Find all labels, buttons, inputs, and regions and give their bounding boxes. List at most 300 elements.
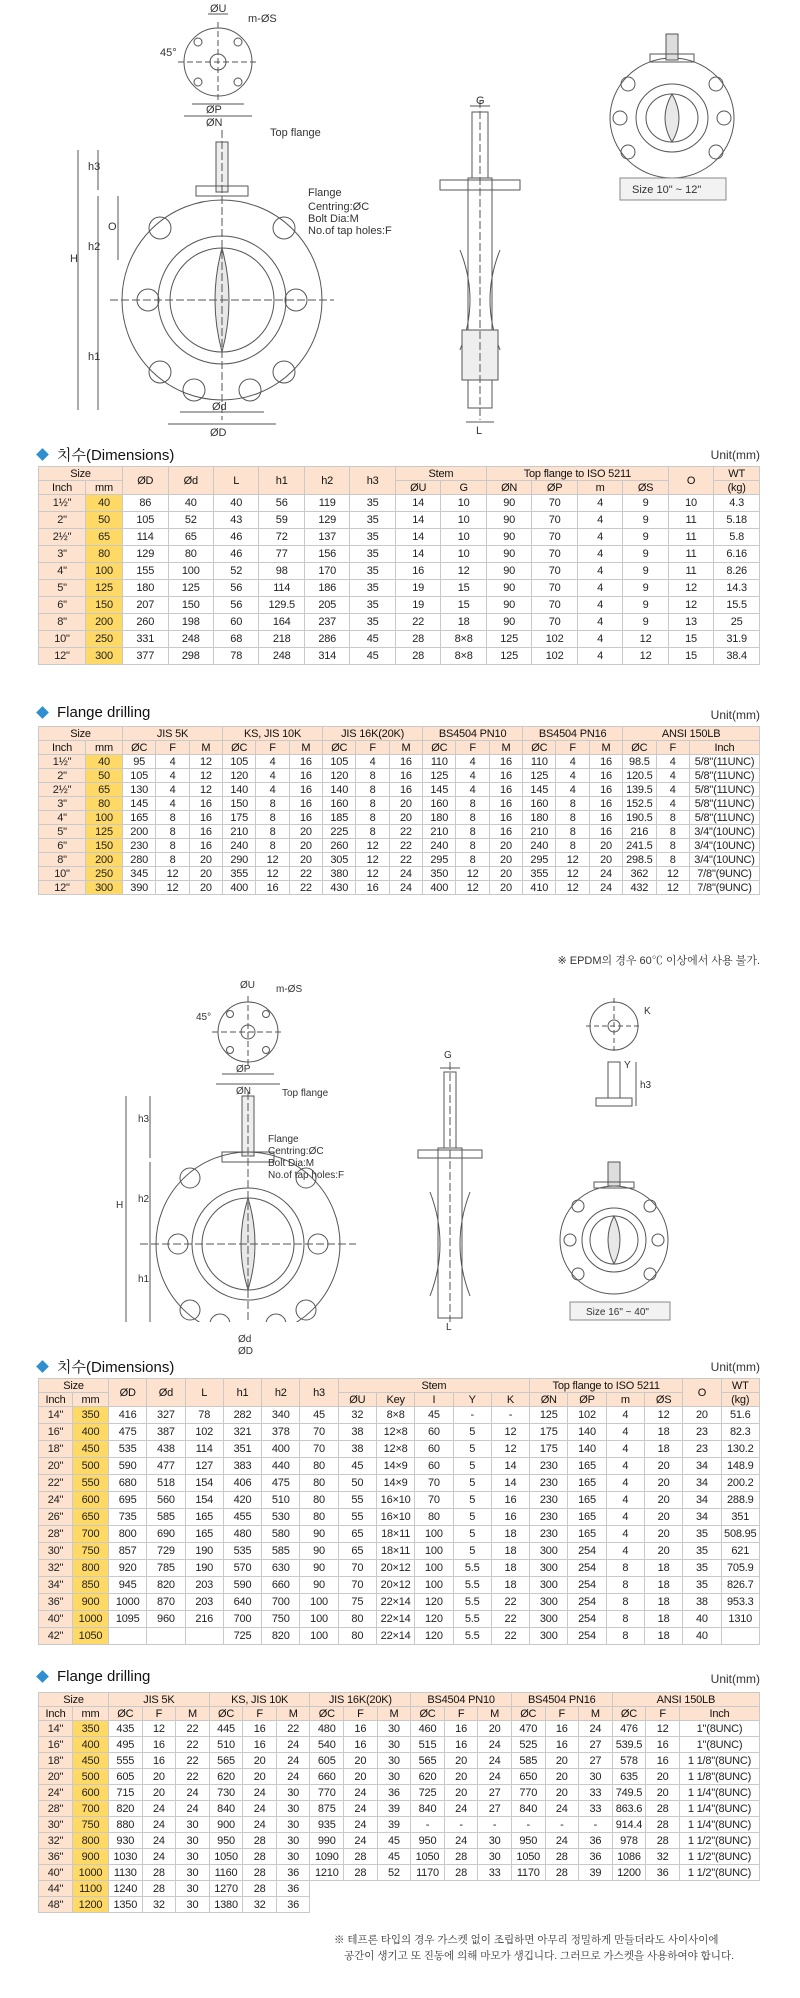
section-title: 치수(Dimensions) [38, 444, 174, 465]
column-subheader: Inch [39, 1707, 73, 1721]
table-cell: 570 [223, 1560, 261, 1577]
table-cell: 22 [276, 1721, 310, 1737]
dimensions-header-2 [38, 1356, 760, 1376]
table-cell: 18 [644, 1594, 682, 1611]
table-cell: 3/4"(10UNC) [689, 853, 759, 867]
table-cell: 125 [168, 580, 213, 597]
table-cell: 1200 [612, 1865, 646, 1881]
column-subheader: M [589, 741, 622, 755]
table-cell: 45 [377, 1849, 411, 1865]
table-cell: 52 [213, 563, 258, 580]
table-cell: 110 [523, 755, 556, 769]
table-cell: 6" [39, 839, 86, 853]
table-cell: 98.5 [623, 755, 656, 769]
table-cell: 5 [453, 1543, 491, 1560]
table-cell: 5 [453, 1475, 491, 1492]
table-cell: 450 [73, 1753, 109, 1769]
table-cell: 12 [656, 881, 689, 895]
col-h2: h2 [262, 1379, 300, 1407]
table-cell: 900 [73, 1849, 109, 1865]
table-cell: 100 [300, 1628, 338, 1645]
table-cell: 34 [683, 1475, 721, 1492]
table-row [39, 597, 760, 614]
table-cell: 19 [395, 597, 440, 614]
col-l: L [185, 1379, 223, 1407]
table-cell: 22 [176, 1737, 210, 1753]
table-cell: 800 [73, 1833, 109, 1849]
table-cell: 12 [189, 755, 222, 769]
table-cell: 165 [185, 1509, 223, 1526]
table-cell: 36 [276, 1881, 310, 1897]
table-cell: 24 [579, 1721, 613, 1737]
table-cell: 260 [123, 614, 168, 631]
table-cell: 282 [223, 1407, 261, 1424]
column-subheader: Inch [679, 1707, 759, 1721]
table-cell: 660 [310, 1769, 344, 1785]
column-subheader: ØC [411, 1707, 445, 1721]
column-subheader: F [646, 1707, 680, 1721]
table-cell: 55 [338, 1509, 376, 1526]
table-cell: 9 [623, 580, 668, 597]
table-cell: 20 [545, 1753, 579, 1769]
table-cell: 621 [721, 1543, 759, 1560]
table-cell: 203 [185, 1594, 223, 1611]
column-subheader: M [189, 741, 222, 755]
table-cell: 80 [300, 1509, 338, 1526]
table-cell: 78 [213, 648, 258, 665]
table-cell: 60 [415, 1458, 453, 1475]
column-subheader: ØC [523, 741, 556, 755]
table-cell: 27 [478, 1785, 512, 1801]
table-cell: 24 [589, 867, 622, 881]
table-cell: 102 [568, 1407, 606, 1424]
table-cell: 22 [389, 839, 422, 853]
table-cell: 180 [123, 580, 168, 597]
table-cell: 165 [185, 1526, 223, 1543]
table-cell: 4 [256, 783, 289, 797]
table-cell: 12 [256, 867, 289, 881]
table-cell: 5/8"(11UNC) [689, 811, 759, 825]
table-cell: 78 [185, 1407, 223, 1424]
table-cell: 175 [530, 1424, 568, 1441]
table-cell: 700 [262, 1594, 300, 1611]
table-cell: 22×14 [376, 1594, 414, 1611]
table-cell: 23 [683, 1424, 721, 1441]
table-cell: 18 [644, 1441, 682, 1458]
table-cell: 139.5 [623, 783, 656, 797]
table-cell: 10 [668, 495, 713, 512]
label-dd-mid: ØD [238, 1346, 253, 1357]
table-cell: 165 [568, 1526, 606, 1543]
table-cell: 20 [683, 1407, 721, 1424]
table-cell: 50 [86, 769, 123, 783]
table-cell: 288.9 [721, 1492, 759, 1509]
col-pn16: BS4504 PN16 [523, 727, 623, 741]
table-cell: 750 [73, 1543, 109, 1560]
table-cell: 20 [142, 1785, 176, 1801]
table-cell: 24 [142, 1849, 176, 1865]
col-od: ØD [109, 1379, 147, 1407]
table-cell: 12 [644, 1407, 682, 1424]
table-cell: 4 [606, 1492, 644, 1509]
table-cell: 16 [489, 797, 522, 811]
table-cell: 5.5 [453, 1594, 491, 1611]
table-cell: 12" [39, 648, 86, 665]
label-dd: ØD [210, 427, 227, 439]
table-cell: 45 [350, 631, 395, 648]
table-cell: 406 [223, 1475, 261, 1492]
table-row [39, 546, 760, 563]
table-cell: 12 [189, 769, 222, 783]
label-h3-side: h3 [640, 1080, 652, 1091]
table-cell: 300 [86, 881, 123, 895]
table-cell: 18 [441, 614, 486, 631]
label-ms: m-ØS [248, 13, 277, 25]
table-cell: 30 [579, 1769, 613, 1785]
table-cell: 620 [411, 1769, 445, 1785]
table-cell: 34" [39, 1577, 73, 1594]
table-cell: 4 [606, 1407, 644, 1424]
label-h3: h3 [138, 1114, 150, 1125]
col-d: Ød [168, 467, 213, 495]
label-h1: h1 [88, 351, 101, 363]
table-cell: 70 [532, 512, 577, 529]
col-jis5k: JIS 5K [109, 1693, 210, 1707]
label-tap-holes: No.of tap holes:F [308, 225, 392, 237]
table-row [39, 529, 760, 546]
table-cell: 16 [489, 783, 522, 797]
table-cell: 207 [123, 597, 168, 614]
table-row [39, 1458, 760, 1475]
table-row [39, 1753, 760, 1769]
table-cell: 400 [423, 881, 456, 895]
col-h1: h1 [259, 467, 304, 495]
table-cell: 4 [456, 755, 489, 769]
table-cell: 12 [189, 783, 222, 797]
table-cell: 46 [213, 546, 258, 563]
col-h1: h1 [223, 1379, 261, 1407]
table-cell: 254 [568, 1543, 606, 1560]
table-cell: 30 [377, 1769, 411, 1785]
table-row [39, 1881, 760, 1897]
table-cell: 160 [523, 797, 556, 811]
table-row [39, 797, 760, 811]
table-cell: 48" [39, 1897, 73, 1913]
table-cell: 16 [545, 1737, 579, 1753]
table-cell: 20 [644, 1526, 682, 1543]
table-cell: 8 [256, 811, 289, 825]
table-cell: 880 [109, 1817, 143, 1833]
col-jis10k: KS, JIS 10K [223, 727, 323, 741]
table-cell: 70 [532, 529, 577, 546]
table-cell: 32 [243, 1897, 277, 1913]
table-cell: 18 [644, 1577, 682, 1594]
col-n: ØN [530, 1393, 568, 1407]
table-cell: 450 [73, 1441, 109, 1458]
table-cell: 16 [489, 769, 522, 783]
label-flange: Flange [308, 187, 342, 199]
table-cell: 20 [189, 867, 222, 881]
table-cell: 4 [656, 783, 689, 797]
top-technical-drawing [0, 0, 800, 440]
table-cell: 8 [456, 797, 489, 811]
table-cell: 129.5 [259, 597, 304, 614]
table-cell: 16 [491, 1492, 529, 1509]
col-ansi: ANSI 150LB [623, 727, 760, 741]
table-cell: 4 [577, 631, 622, 648]
table-cell: 8 [656, 825, 689, 839]
table-cell: 28 [243, 1849, 277, 1865]
table-cell: 28 [243, 1865, 277, 1881]
table-cell: 30 [276, 1849, 310, 1865]
col-size: Size [39, 467, 123, 481]
column-subheader: ØC [423, 741, 456, 755]
table-cell: 82.3 [721, 1424, 759, 1441]
table-row [39, 614, 760, 631]
table-cell: 10" [39, 631, 86, 648]
table-cell: 24" [39, 1785, 73, 1801]
table-cell: 24 [142, 1801, 176, 1817]
teflon-note-line-2: 공간이 생기고 또 진동에 의해 마모가 생깁니다. 그러므로 가스켓을 사용하여야 합니다. [344, 1950, 735, 1962]
table-cell: 35 [350, 529, 395, 546]
column-subheader: mm [86, 741, 123, 755]
table-cell: 50 [86, 512, 123, 529]
column-subheader: ØC [209, 1707, 243, 1721]
table-cell: 5" [39, 825, 86, 839]
table-cell: 43 [213, 512, 258, 529]
table-cell: 254 [568, 1628, 606, 1645]
label-45deg: 45° [196, 1012, 212, 1023]
table-cell: 40 [86, 495, 123, 512]
table-cell: 70 [532, 563, 577, 580]
table-cell: 8 [356, 783, 389, 797]
table-cell: 14" [39, 1721, 73, 1737]
table-cell: 28 [444, 1849, 478, 1865]
table-cell: 12×8 [376, 1424, 414, 1441]
table-cell: 12 [656, 867, 689, 881]
table-cell: 605 [109, 1769, 143, 1785]
table-cell: 230 [530, 1458, 568, 1475]
table-cell: 8 [356, 825, 389, 839]
table-cell: - [491, 1407, 529, 1424]
table-cell: 24 [545, 1801, 579, 1817]
col-size: Size [39, 727, 123, 741]
table-cell: 585 [147, 1509, 185, 1526]
table-cell: 327 [147, 1407, 185, 1424]
table-row [39, 1849, 760, 1865]
col-ansi: ANSI 150LB [612, 1693, 759, 1707]
table-cell: 4 [256, 755, 289, 769]
table-cell: 13 [668, 614, 713, 631]
table-cell: 18" [39, 1441, 73, 1458]
table-cell: 55 [338, 1492, 376, 1509]
table-cell: 1160 [209, 1865, 243, 1881]
table-cell: 90 [486, 563, 531, 580]
table-cell: 4 [606, 1458, 644, 1475]
table-cell: 210 [223, 825, 256, 839]
table-cell: 4" [39, 563, 86, 580]
dimensions-header-1 [38, 444, 760, 464]
table-cell: 65 [338, 1526, 376, 1543]
table-cell: 18 [491, 1526, 529, 1543]
flange-drilling-header-2 [38, 1668, 760, 1688]
table-cell: 2" [39, 769, 86, 783]
table-cell: 100 [415, 1560, 453, 1577]
table-cell: 198 [168, 614, 213, 631]
table-cell: 695 [109, 1492, 147, 1509]
table-cell: 165 [568, 1458, 606, 1475]
table-cell: 39 [377, 1817, 411, 1833]
table-cell: 8 [606, 1560, 644, 1577]
table-cell: 30 [377, 1753, 411, 1769]
table-cell: 16 [344, 1721, 378, 1737]
bullet-icon [36, 448, 49, 461]
label-centring: Centring:ØC [268, 1146, 324, 1157]
table-cell: - [579, 1817, 613, 1833]
table-cell: 295 [423, 853, 456, 867]
table-cell: 5/8"(11UNC) [689, 769, 759, 783]
table-cell: 56 [213, 597, 258, 614]
table-row [39, 853, 760, 867]
table-cell: 5/8"(11UNC) [689, 783, 759, 797]
table-cell: 350 [423, 867, 456, 881]
table-cell: 28 [344, 1849, 378, 1865]
table-cell: 9 [623, 529, 668, 546]
table-cell: 44" [39, 1881, 73, 1897]
table-cell: 105 [123, 512, 168, 529]
table-cell: 24 [276, 1753, 310, 1769]
column-subheader: M [478, 1707, 512, 1721]
table-cell: 4" [39, 811, 86, 825]
table-cell: 351 [223, 1441, 261, 1458]
table-cell: 100 [168, 563, 213, 580]
table-cell: 1086 [612, 1849, 646, 1865]
table-cell: 20 [344, 1769, 378, 1785]
table-cell: 8 [456, 853, 489, 867]
dimensions-table-1 [38, 466, 760, 665]
table-cell: 1 1/4"(8UNC) [679, 1817, 759, 1833]
table-cell: 35 [683, 1577, 721, 1594]
table-cell: 90 [486, 614, 531, 631]
table-cell: 35 [350, 563, 395, 580]
table-row [39, 1424, 760, 1441]
table-cell: 1050 [209, 1849, 243, 1865]
table-cell: 140 [568, 1441, 606, 1458]
table-cell: 11 [668, 529, 713, 546]
table-cell: 56 [213, 580, 258, 597]
table-cell: 600 [73, 1492, 109, 1509]
col-top-flange: Top flange to ISO 5211 [530, 1379, 683, 1393]
table-cell: 24 [444, 1801, 478, 1817]
table-cell: 5 [453, 1526, 491, 1543]
col-kg: (kg) [721, 1393, 759, 1407]
table-cell: 28 [243, 1881, 277, 1897]
table-cell: 120.5 [623, 769, 656, 783]
table-cell: 30 [478, 1833, 512, 1849]
table-cell: 14 [395, 495, 440, 512]
table-cell: 840 [209, 1801, 243, 1817]
table-cell: 120 [415, 1611, 453, 1628]
table-cell: 11 [668, 563, 713, 580]
table-cell: 4 [656, 755, 689, 769]
table-cell: 321 [223, 1424, 261, 1441]
table-cell: 100 [415, 1526, 453, 1543]
table-row [39, 1441, 760, 1458]
table-cell: 4 [606, 1475, 644, 1492]
table-cell: 770 [511, 1785, 545, 1801]
column-subheader: F [243, 1707, 277, 1721]
table-cell: 40 [86, 755, 123, 769]
table-cell: 30 [176, 1833, 210, 1849]
table-cell: 16 [189, 839, 222, 853]
table-cell: 1 1/4"(8UNC) [679, 1785, 759, 1801]
table-cell: 12 [623, 631, 668, 648]
table-cell: 355 [223, 867, 256, 881]
table-cell: 11 [668, 546, 713, 563]
table-cell: 28 [395, 648, 440, 665]
table-cell: 218 [259, 631, 304, 648]
table-cell: 785 [147, 1560, 185, 1577]
table-cell: 90 [300, 1543, 338, 1560]
table-row [39, 1611, 760, 1628]
table-cell: 30 [276, 1801, 310, 1817]
table-cell: 24 [344, 1833, 378, 1849]
table-cell: 30 [377, 1721, 411, 1737]
table-cell: 52 [168, 512, 213, 529]
table-cell: 125 [423, 769, 456, 783]
table-row [39, 563, 760, 580]
table-cell: 605 [310, 1753, 344, 1769]
table-cell: 900 [73, 1594, 109, 1611]
column-subheader: F [344, 1707, 378, 1721]
label-flange: Flange [268, 1134, 299, 1145]
table-cell: 4 [577, 597, 622, 614]
table-cell: 80 [415, 1509, 453, 1526]
table-cell: 5 [453, 1424, 491, 1441]
table-cell: 650 [511, 1769, 545, 1785]
table-cell: 840 [511, 1801, 545, 1817]
table-cell: 735 [109, 1509, 147, 1526]
table-cell: 40 [683, 1628, 721, 1645]
column-subheader: F [142, 1707, 176, 1721]
label-l-mid: L [446, 1322, 452, 1333]
table-cell: 100 [86, 811, 123, 825]
table-cell: 3/4"(10UNC) [689, 839, 759, 853]
table-cell: 24 [276, 1737, 310, 1753]
table-cell: 400 [73, 1737, 109, 1753]
table-cell: 9 [623, 563, 668, 580]
table-cell: 70 [300, 1441, 338, 1458]
table-row [39, 1594, 760, 1611]
table-cell: 129 [123, 546, 168, 563]
table-cell: 105 [123, 769, 156, 783]
table-cell: 18 [644, 1560, 682, 1577]
table-cell: 20 [545, 1769, 579, 1785]
table-cell: 35 [350, 546, 395, 563]
table-cell: 800 [73, 1560, 109, 1577]
table-cell: 515 [411, 1737, 445, 1753]
table-cell: 31.9 [714, 631, 760, 648]
table-cell: 8 [156, 811, 189, 825]
table-cell: 345 [123, 867, 156, 881]
table-cell: 24 [243, 1817, 277, 1833]
table-cell: 14 [491, 1458, 529, 1475]
table-cell: - [478, 1817, 512, 1833]
table-cell: 27 [478, 1801, 512, 1817]
table-cell: 35 [350, 495, 395, 512]
table-cell: 1 1/2"(8UNC) [679, 1865, 759, 1881]
table-cell: 12 [156, 881, 189, 895]
